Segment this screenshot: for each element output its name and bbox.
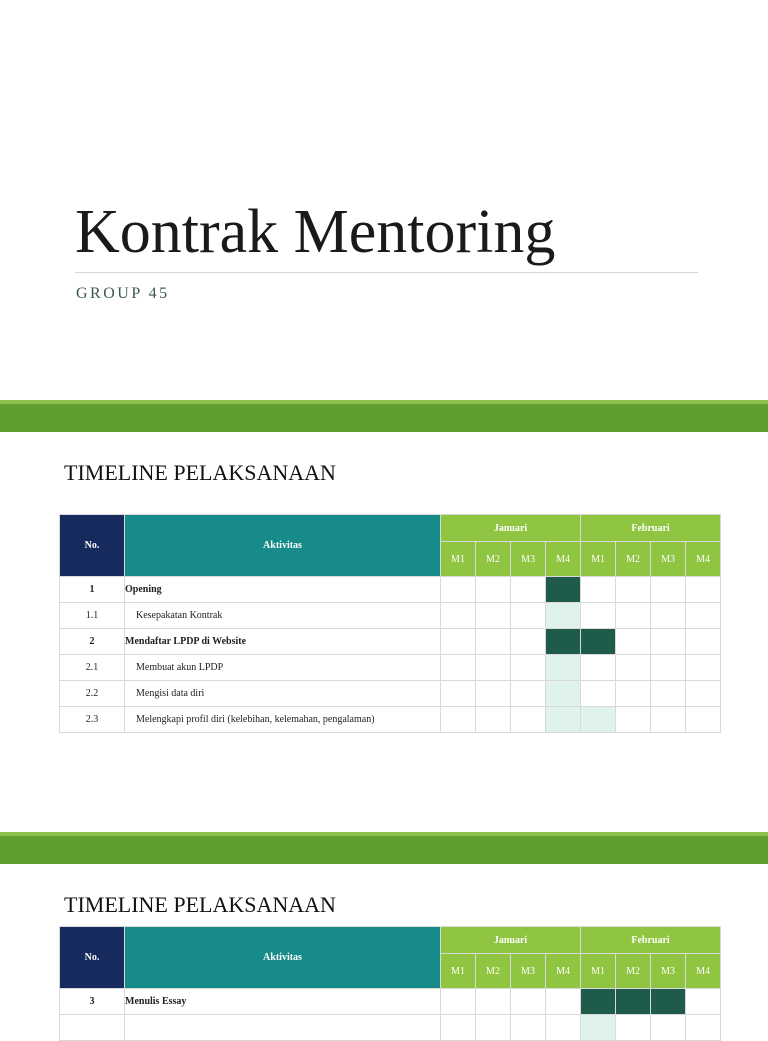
timeline-cell [581,989,616,1015]
timeline-cell [476,629,511,655]
timeline-cell [546,1015,581,1041]
timeline-cell [476,707,511,733]
week-header: M1 [441,954,476,989]
timeline-cell [476,655,511,681]
timeline-cell [441,707,476,733]
timeline-cell [476,989,511,1015]
timeline-cell [546,989,581,1015]
row-number: 2.3 [60,707,125,733]
week-header: M4 [546,542,581,577]
timeline-cell [651,629,686,655]
timeline-cell [686,707,721,733]
timeline-cell [686,655,721,681]
activity-label: Menulis Essay [125,989,441,1015]
row-number [60,1015,125,1041]
month-header: Februari [581,515,721,542]
activity-label: Opening [125,577,441,603]
week-header: M4 [686,954,721,989]
timeline-cell [476,603,511,629]
row-number: 3 [60,989,125,1015]
timeline-cell [546,603,581,629]
timeline-table-1 [59,514,721,733]
timeline-cell [651,707,686,733]
month-header: Februari [581,927,721,954]
timeline-cell [581,629,616,655]
week-header: M2 [616,954,651,989]
row-number: 2.1 [60,655,125,681]
timeline-cell [441,629,476,655]
timeline-cell [511,655,546,681]
timeline-cell [476,577,511,603]
table-row [60,707,721,733]
timeline-cell [511,1015,546,1041]
timeline-cell [546,577,581,603]
week-header: M4 [546,954,581,989]
row-number: 1.1 [60,603,125,629]
timeline-cell [686,681,721,707]
timeline-cell [686,629,721,655]
timeline-cell [581,655,616,681]
timeline-cell [441,603,476,629]
column-header-no: No. [60,927,125,989]
activity-label [125,1015,441,1041]
activity-label: Mendaftar LPDP di Website [125,629,441,655]
timeline-cell [651,989,686,1015]
timeline-cell [651,577,686,603]
header-row [60,927,721,954]
timeline-cell [511,603,546,629]
row-number: 2.2 [60,681,125,707]
timeline-cell [511,577,546,603]
timeline-cell [616,629,651,655]
week-header: M3 [511,954,546,989]
timeline-cell [476,681,511,707]
timeline-cell [616,707,651,733]
title-divider [75,272,698,273]
timeline-cell [686,1015,721,1041]
week-header: M2 [476,542,511,577]
timeline-cell [581,681,616,707]
timeline-cell [616,1015,651,1041]
subtitle: GROUP 45 [76,285,170,302]
timeline-cell [441,1015,476,1041]
timeline-cell [511,681,546,707]
timeline-cell [616,577,651,603]
main-title: Kontrak Mentoring [75,198,556,266]
section-title-2: TIMELINE PELAKSANAAN [64,892,336,917]
week-header: M3 [651,954,686,989]
section-title-1: TIMELINE PELAKSANAAN [64,460,336,485]
table-row [60,681,721,707]
timeline-cell [651,603,686,629]
timeline-cell [511,707,546,733]
activity-label: Melengkapi profil diri (kelebihan, kelemahan, pengalaman) [125,707,441,733]
timeline-cell [651,681,686,707]
timeline-cell [441,681,476,707]
column-header-activity: Aktivitas [125,927,441,989]
table-row [60,1015,721,1041]
row-number: 1 [60,577,125,603]
timeline-cell [581,1015,616,1041]
table-row [60,577,721,603]
week-header: M1 [441,542,476,577]
timeline-cell [651,1015,686,1041]
timeline-cell [616,603,651,629]
timeline-cell [546,629,581,655]
timeline-cell [616,989,651,1015]
timeline-cell [581,707,616,733]
timeline-cell [511,629,546,655]
week-header: M1 [581,954,616,989]
table-row [60,629,721,655]
timeline-cell [581,603,616,629]
section-band-2 [0,832,768,864]
title-slide [0,0,768,400]
timeline-cell [651,655,686,681]
timeline-cell [546,707,581,733]
activity-label: Kesepakatan Kontrak [125,603,441,629]
week-header: M2 [476,954,511,989]
timeline-cell [686,577,721,603]
table-row [60,989,721,1015]
month-header: Januari [441,515,581,542]
table-row [60,655,721,681]
week-header: M3 [511,542,546,577]
timeline-cell [581,577,616,603]
timeline-cell [686,603,721,629]
activity-label: Mengisi data diri [125,681,441,707]
timeline-cell [441,655,476,681]
month-header: Januari [441,927,581,954]
column-header-no: No. [60,515,125,577]
column-header-activity: Aktivitas [125,515,441,577]
timeline-cell [546,655,581,681]
timeline-cell [616,681,651,707]
timeline-cell [476,1015,511,1041]
table-row [60,603,721,629]
section-band-1 [0,400,768,432]
week-header: M4 [686,542,721,577]
activity-label: Membuat akun LPDP [125,655,441,681]
week-header: M3 [651,542,686,577]
row-number: 2 [60,629,125,655]
timeline-cell [546,681,581,707]
timeline-cell [441,577,476,603]
timeline-cell [511,989,546,1015]
header-row [60,515,721,542]
timeline-cell [616,655,651,681]
timeline-cell [686,989,721,1015]
week-header: M1 [581,542,616,577]
timeline-cell [441,989,476,1015]
week-header: M2 [616,542,651,577]
